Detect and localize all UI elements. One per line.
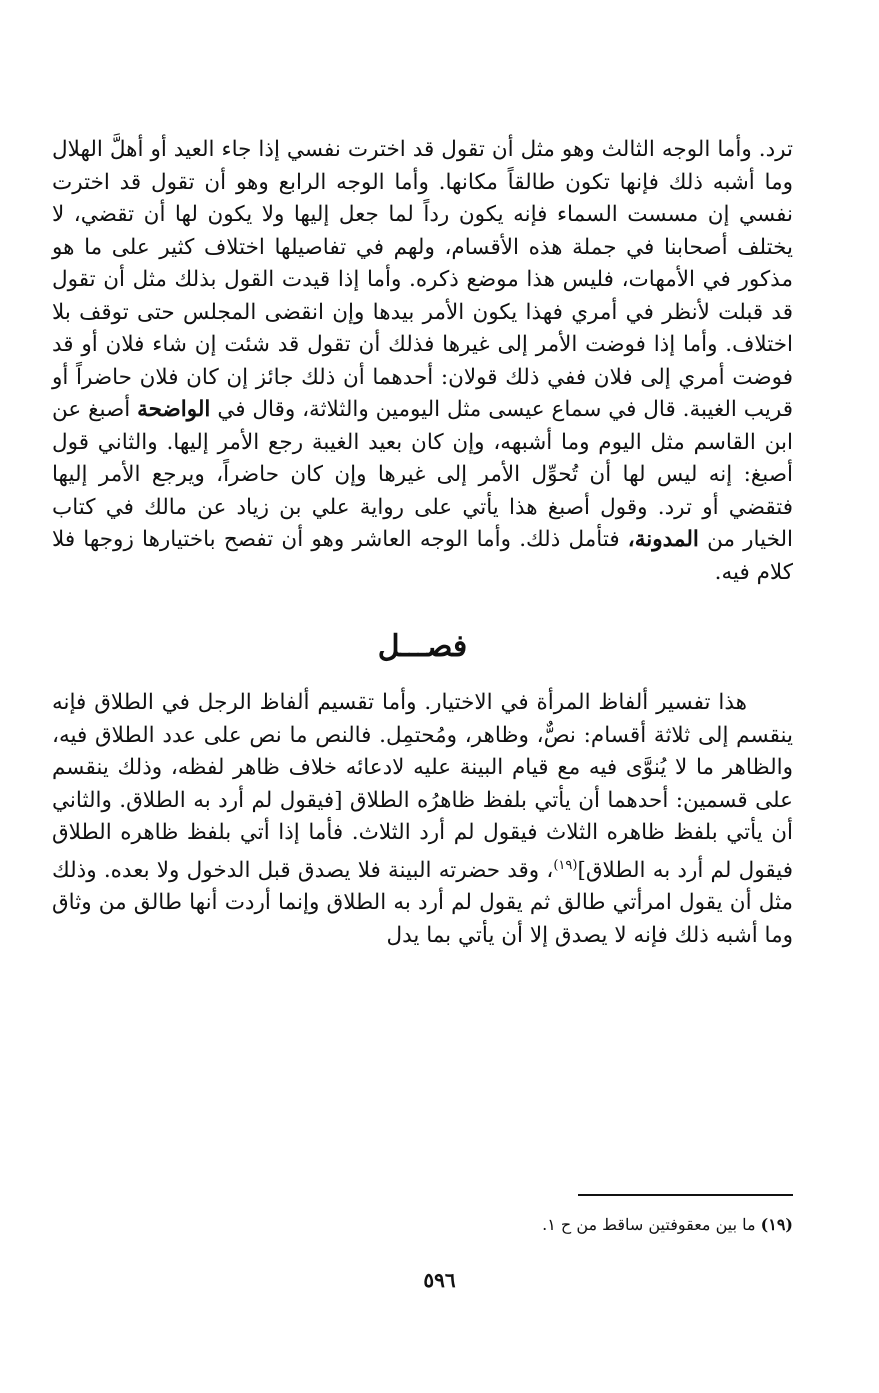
footnote <box>542 1214 793 1236</box>
paragraph-2-text-a: هذا تفسير ألفاظ المرأة في الاختيار. وأما تقسيم ألفاظ الرجل في الطلاق فإنه ينقسم إلى ثلاثة أقسام: نصٌّ، وظاهر، ومُحتمِل. فالنص ما نص على عدد الطلاق فيه، والظاهر ما لا يُنوَّى فيه مع قيام البينة عليه لادعائه خلاف ظاهر لفظه، وذلك ينقسم على قسمين: أحدهما أن يأتي بلفظ ظاهرُه الطلاق [فيقول لم أرد به الطلاق. والثاني أن يأتي بلفظ ظاهره الثلاث فيقول لم أرد الثلاث. فأما إذا أتي بلفظ ظاهره الطلاق فيقول لم أرد به الطلاق] <box>52 690 793 883</box>
paragraph-1 <box>52 134 793 589</box>
page-number: ٥٩٦ <box>423 1268 456 1292</box>
bold-term-wadiha: الواضحة <box>137 397 211 422</box>
footnote-divider <box>578 1194 793 1196</box>
paragraph-1-text-b: أصبغ عن ابن القاسم مثل اليوم وما أشبهه، وإن كان بعيد الغيبة رجع الأمر إليها. والثاني قول أصبغ: إنه ليس لها أن تُحوِّل الأمر إلى غيرها وإن كان حاضراً، ويرجع الأمر إليها فتقضي أو ترد. وقول أصبغ هذا يأتي على رواية علي بن زياد عن مالك في كتاب الخيار من <box>52 397 793 552</box>
paragraph-2 <box>52 687 793 952</box>
footnote-reference[interactable]: (١٩) <box>553 857 578 873</box>
paragraph-2-text-b: ، وقد حضرته البينة فلا يصدق قبل الدخول ولا بعده. وذلك مثل أن يقول امرأتي طالق ثم يقول لم أرد به الطلاق وإنما أردت أنها طالق من وثاق وما أشبه ذلك فإنه لا يصدق إلا أن يأتي بما يدل <box>52 857 793 948</box>
footnote-number: (١٩) <box>760 1215 793 1234</box>
page-body <box>52 134 793 952</box>
bold-term-mudawwana: المدونة، <box>627 527 699 552</box>
paragraph-1-text-c: فتأمل ذلك. وأما الوجه العاشر وهو أن تفصح باختيارها زوجها فلا كلام فيه. <box>52 527 793 585</box>
paragraph-1-text-a: ترد. وأما الوجه الثالث وهو مثل أن تقول قد اخترت نفسي إذا جاء العيد أو أهلَّ الهلال وما أشبه ذلك فإنها تكون طالقاً مكانها. وأما الوجه الرابع وهو أن تقول قد اخترت نفسي إن مسست السماء فإنه يكون رداً لما جعل إليها ولا يكون لها أن تقضي، لا يختلف أصحابنا في جملة هذه الأقسام، ولهم في تفاصيلها اختلاف كثير على ما هو مذكور في الأمهات، فليس هذا موضع ذكره. وأما إذا قيدت القول بذلك مثل أن تقول قد قبلت لأنظر في أمري فهذا يكون الأمر بيدها وإن انقضى المجلس حتى توقف بلا اختلاف. وأما إذا فوضت الأمر إلى غيرها فذلك أن تقول قد شئت إن شاء فلان أو قد فوضت أمري إلى فلان ففي ذلك قولان: أحدهما أن ذلك جائز إن كان فلان حاضراً أو قريب الغيبة. قال في سماع عيسى مثل اليومين والثلاثة، وقال في <box>52 137 793 422</box>
section-heading: فصـــل <box>377 629 468 664</box>
footnote-text: ما بين معقوفتين ساقط من ح ١. <box>542 1215 756 1234</box>
